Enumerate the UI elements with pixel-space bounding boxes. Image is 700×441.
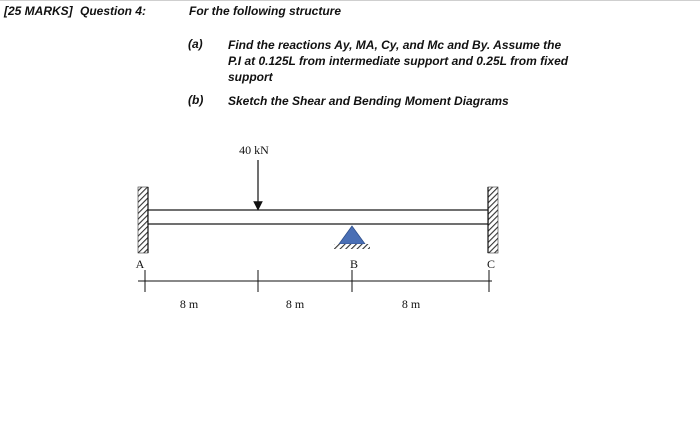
- marks-label: [25 MARKS]: [4, 4, 73, 18]
- question-label: Question 4:: [80, 4, 147, 18]
- part-b-line-1: Sketch the Shear and Bending Moment Diagrams: [228, 94, 509, 108]
- support-label-b: B: [349, 257, 359, 271]
- pin-support-b-ground: [334, 244, 370, 249]
- fixed-support-right-hatch: [488, 187, 498, 253]
- pin-support-b: [339, 226, 365, 244]
- part-a-line-3: support: [228, 70, 273, 84]
- point-load-label: 40 kN: [239, 143, 269, 157]
- span-label-1: 8 m: [179, 297, 199, 311]
- part-b-label: (b): [188, 93, 204, 107]
- question-instruction: For the following structure: [189, 4, 341, 18]
- part-a-label: (a): [188, 37, 203, 51]
- support-label-a: A: [135, 257, 145, 271]
- support-label-c: C: [486, 257, 496, 271]
- span-label-3: 8 m: [401, 297, 421, 311]
- part-a-line-1: Find the reactions Ay, MA, Cy, and Mc and By. Assume the: [228, 38, 562, 52]
- beam: [148, 210, 488, 224]
- fixed-support-left-hatch: [138, 187, 148, 253]
- span-label-2: 8 m: [285, 297, 305, 311]
- part-a-line-2: P.I at 0.125L from intermediate support and 0.25L from fixed: [228, 54, 569, 68]
